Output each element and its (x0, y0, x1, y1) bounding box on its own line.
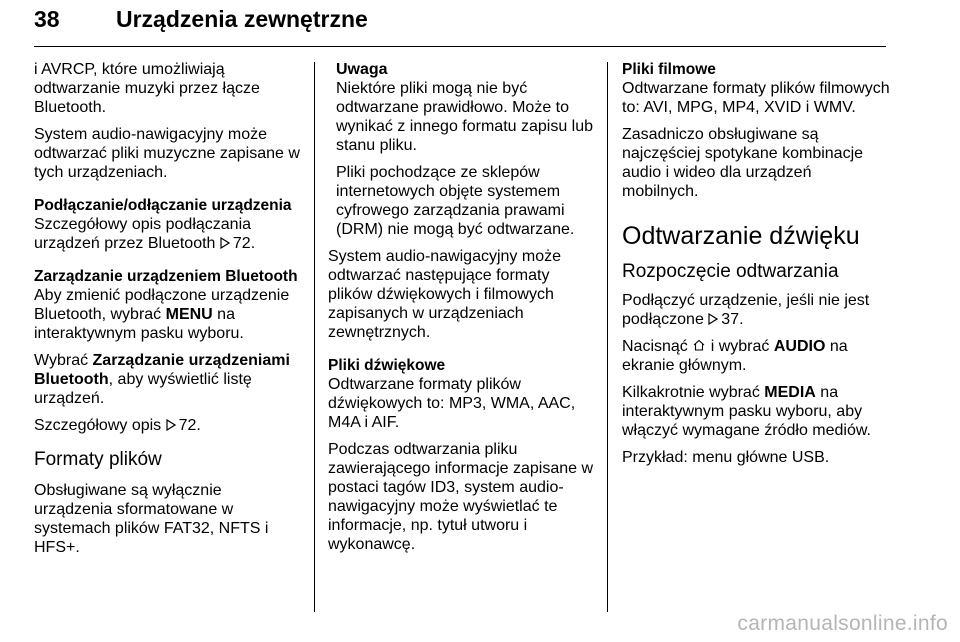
column-1 (34, 60, 300, 565)
paragraph: Zasadniczo obsługiwane są najczęściej spotykane kombinacje audio i wideo dla urządzeń mobilnych. (622, 126, 864, 200)
page-reference-link[interactable]: 37. (721, 311, 744, 328)
paragraph: Odtwarzane formaty plików filmowych to: AVI, MPG, MP4, XVID i WMV. (622, 80, 890, 116)
paragraph: Przykład: menu główne USB. (622, 449, 830, 466)
paragraph: Nacisnąć i wybrać AUDIO na ekranie głównym. (622, 338, 848, 374)
paragraph: Podłączyć urządzenie, jeśli nie jest podłączone 37. (622, 292, 870, 328)
note-paragraph: Pliki pochodzące ze sklepów internetowych objęte systemem cyfrowego zarządzania prawami (DRM) nie mogą być odtwarzane. (336, 164, 575, 238)
cross-reference-icon (220, 237, 230, 249)
section-heading-audio-playback: Odtwarzanie dźwięku (622, 222, 860, 250)
paragraph: Odtwarzane formaty plików dźwiękowych to: MP3, WMA, AAC, M4A i AIF. (328, 376, 576, 431)
page-number: 38 (34, 6, 60, 32)
column-2 (328, 60, 596, 562)
paragraph: Szczegółowy opis 72. (34, 417, 201, 434)
running-title: Urządzenia zewnętrzne (116, 6, 368, 32)
subsection-heading-start-playback: Rozpoczęcie odtwarzania (622, 261, 839, 282)
device-management-label: Zarządzanie urządzeniami Bluetooth (34, 352, 290, 388)
note-heading: Uwaga (336, 61, 388, 78)
subheading-connecting: Podłączanie/odłączanie urządzenia (34, 197, 292, 214)
subheading-audio-files: Pliki dźwiękowe (328, 357, 446, 374)
note-paragraph: Niektóre pliki mogą nie być odtwarzane prawidłowo. Może to wynikać z innego formatu zapisu lub stanu pliku. (336, 80, 594, 154)
subheading-bluetooth-management: Zarządzanie urządzeniem Bluetooth (34, 268, 298, 285)
paragraph: Szczegółowy opis podłączania urządzeń przez Bluetooth 72. (34, 216, 256, 252)
subheading-video-files: Pliki filmowe (622, 61, 716, 78)
note-box (328, 60, 596, 239)
watermark: carmanualsonline.info (737, 612, 948, 635)
paragraph: Wybrać Zarządzanie urządzeniami Bluetooth, aby wyświetlić listę urządzeń. (34, 352, 290, 407)
paragraph: Podczas odtwarzania pliku zawierającego informacje zapisane w postaci tagów ID3, system audio-nawigacyjny może wyświetlać te informacje, np. tytuł utworu i wykonawcę. (328, 441, 594, 553)
paragraph: Aby zmienić podłączone urządzenie Bluetooth, wybrać MENU na interaktywnym pasku wyboru. (34, 287, 290, 342)
page-header (34, 6, 886, 46)
column-3 (622, 60, 892, 475)
paragraph: i AVRCP, które umożliwiają odtwarzanie muzyki przez łącze Bluetooth. (34, 61, 260, 116)
page-reference-link[interactable]: 72. (232, 235, 256, 252)
cross-reference-icon (708, 313, 718, 325)
audio-label: AUDIO (773, 338, 826, 355)
column-divider-2 (607, 62, 608, 612)
paragraph: System audio-nawigacyjny może odtwarzać pliki muzyczne zapisane w tych urządzeniach. (34, 126, 300, 181)
paragraph: System audio-nawigacyjny może odtwarzać następujące formaty plików dźwiękowych i filmowych zapisanych w urządzeniach zewnętrznych. (328, 248, 561, 341)
header-rule (34, 46, 886, 47)
page-reference-link[interactable]: 72. (178, 417, 201, 434)
paragraph: Obsługiwane są wyłącznie urządzenia sformatowane w systemach plików FAT32, NFTS i HFS+. (34, 482, 269, 556)
home-icon (692, 338, 706, 352)
column-divider-1 (314, 62, 315, 612)
paragraph: Kilkakrotnie wybrać MEDIA na interaktywnym pasku wyboru, aby włączyć wymagane źródło mediów. (622, 384, 871, 439)
section-heading-file-formats: Formaty plików (34, 449, 162, 470)
media-label: MEDIA (764, 384, 816, 401)
cross-reference-icon (166, 419, 176, 431)
menu-label: MENU (165, 306, 213, 323)
